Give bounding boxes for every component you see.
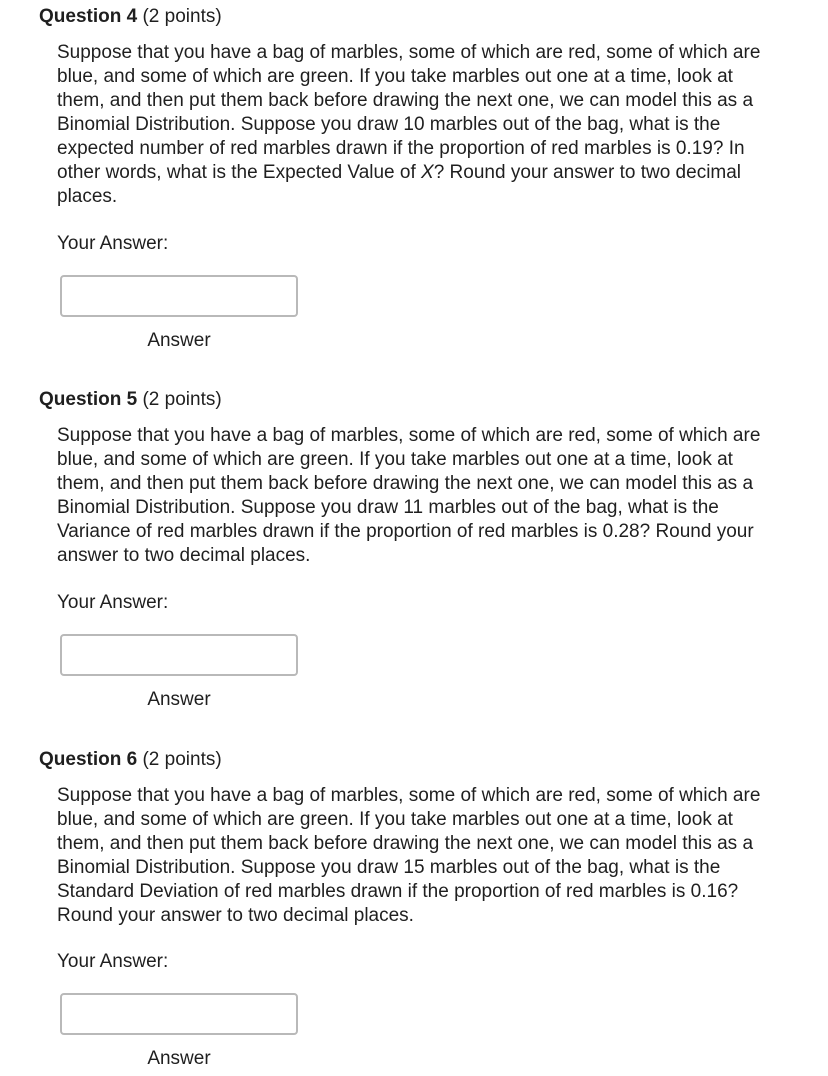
question-text [57,784,777,928]
question-points: (2 points) [142,6,222,27]
question-header [39,5,222,29]
question-text-part: ? Round your answer to two decimal places. [57,162,742,207]
answer-field-label: Answer [147,1048,211,1069]
question-points: (2 points) [142,389,222,410]
answer-input[interactable] [60,275,298,317]
question-text-part: Suppose that you have a bag of marbles, some of which are red, some of which are blue, and some of which are green. If you take marbles out one at a time, look at them, and then put them back before drawing the next one, we can model this as a Binomial Distribution. Suppose you draw 11 marbles out of the bag, what is the Variance of red marbles drawn if the proportion of red marbles is 0.28? Round your answer to two decimal places. [57,425,761,566]
answer-input[interactable] [60,993,298,1035]
question-points: (2 points) [142,749,222,770]
your-answer-label: Your Answer: [57,592,169,613]
question-title: Question 6 [39,749,138,770]
question-title: Question 4 [39,6,138,27]
answer-field-label: Answer [147,689,211,710]
question-text-part: Suppose that you have a bag of marbles, some of which are red, some of which are blue, and some of which are green. If you take marbles out one at a time, look at them, and then put them back before drawing the next one, we can model this as a Binomial Distribution. Suppose you draw 15 marbles out of the bag, what is the Standard Deviation of red marbles drawn if the proportion of red marbles is 0.16? Round your answer to two decimal places. [57,785,761,926]
question-title: Question 5 [39,389,138,410]
question-text [57,424,777,568]
your-answer-label: Your Answer: [57,951,169,972]
variable-x: X [421,162,434,183]
question-text [57,41,777,209]
your-answer-label: Your Answer: [57,233,169,254]
question-header [39,388,222,412]
answer-field-label: Answer [147,330,211,351]
question-text-part: Suppose that you have a bag of marbles, some of which are red, some of which are blue, and some of which are green. If you take marbles out one at a time, look at them, and then put them back before drawing the next one, we can model this as a Binomial Distribution. Suppose you draw 10 marbles out of the bag, what is the expected number of red marbles drawn if the proportion of red marbles is 0.19? In other words, what is the Expected Value of [57,42,761,183]
answer-input[interactable] [60,634,298,676]
question-header [39,748,222,772]
